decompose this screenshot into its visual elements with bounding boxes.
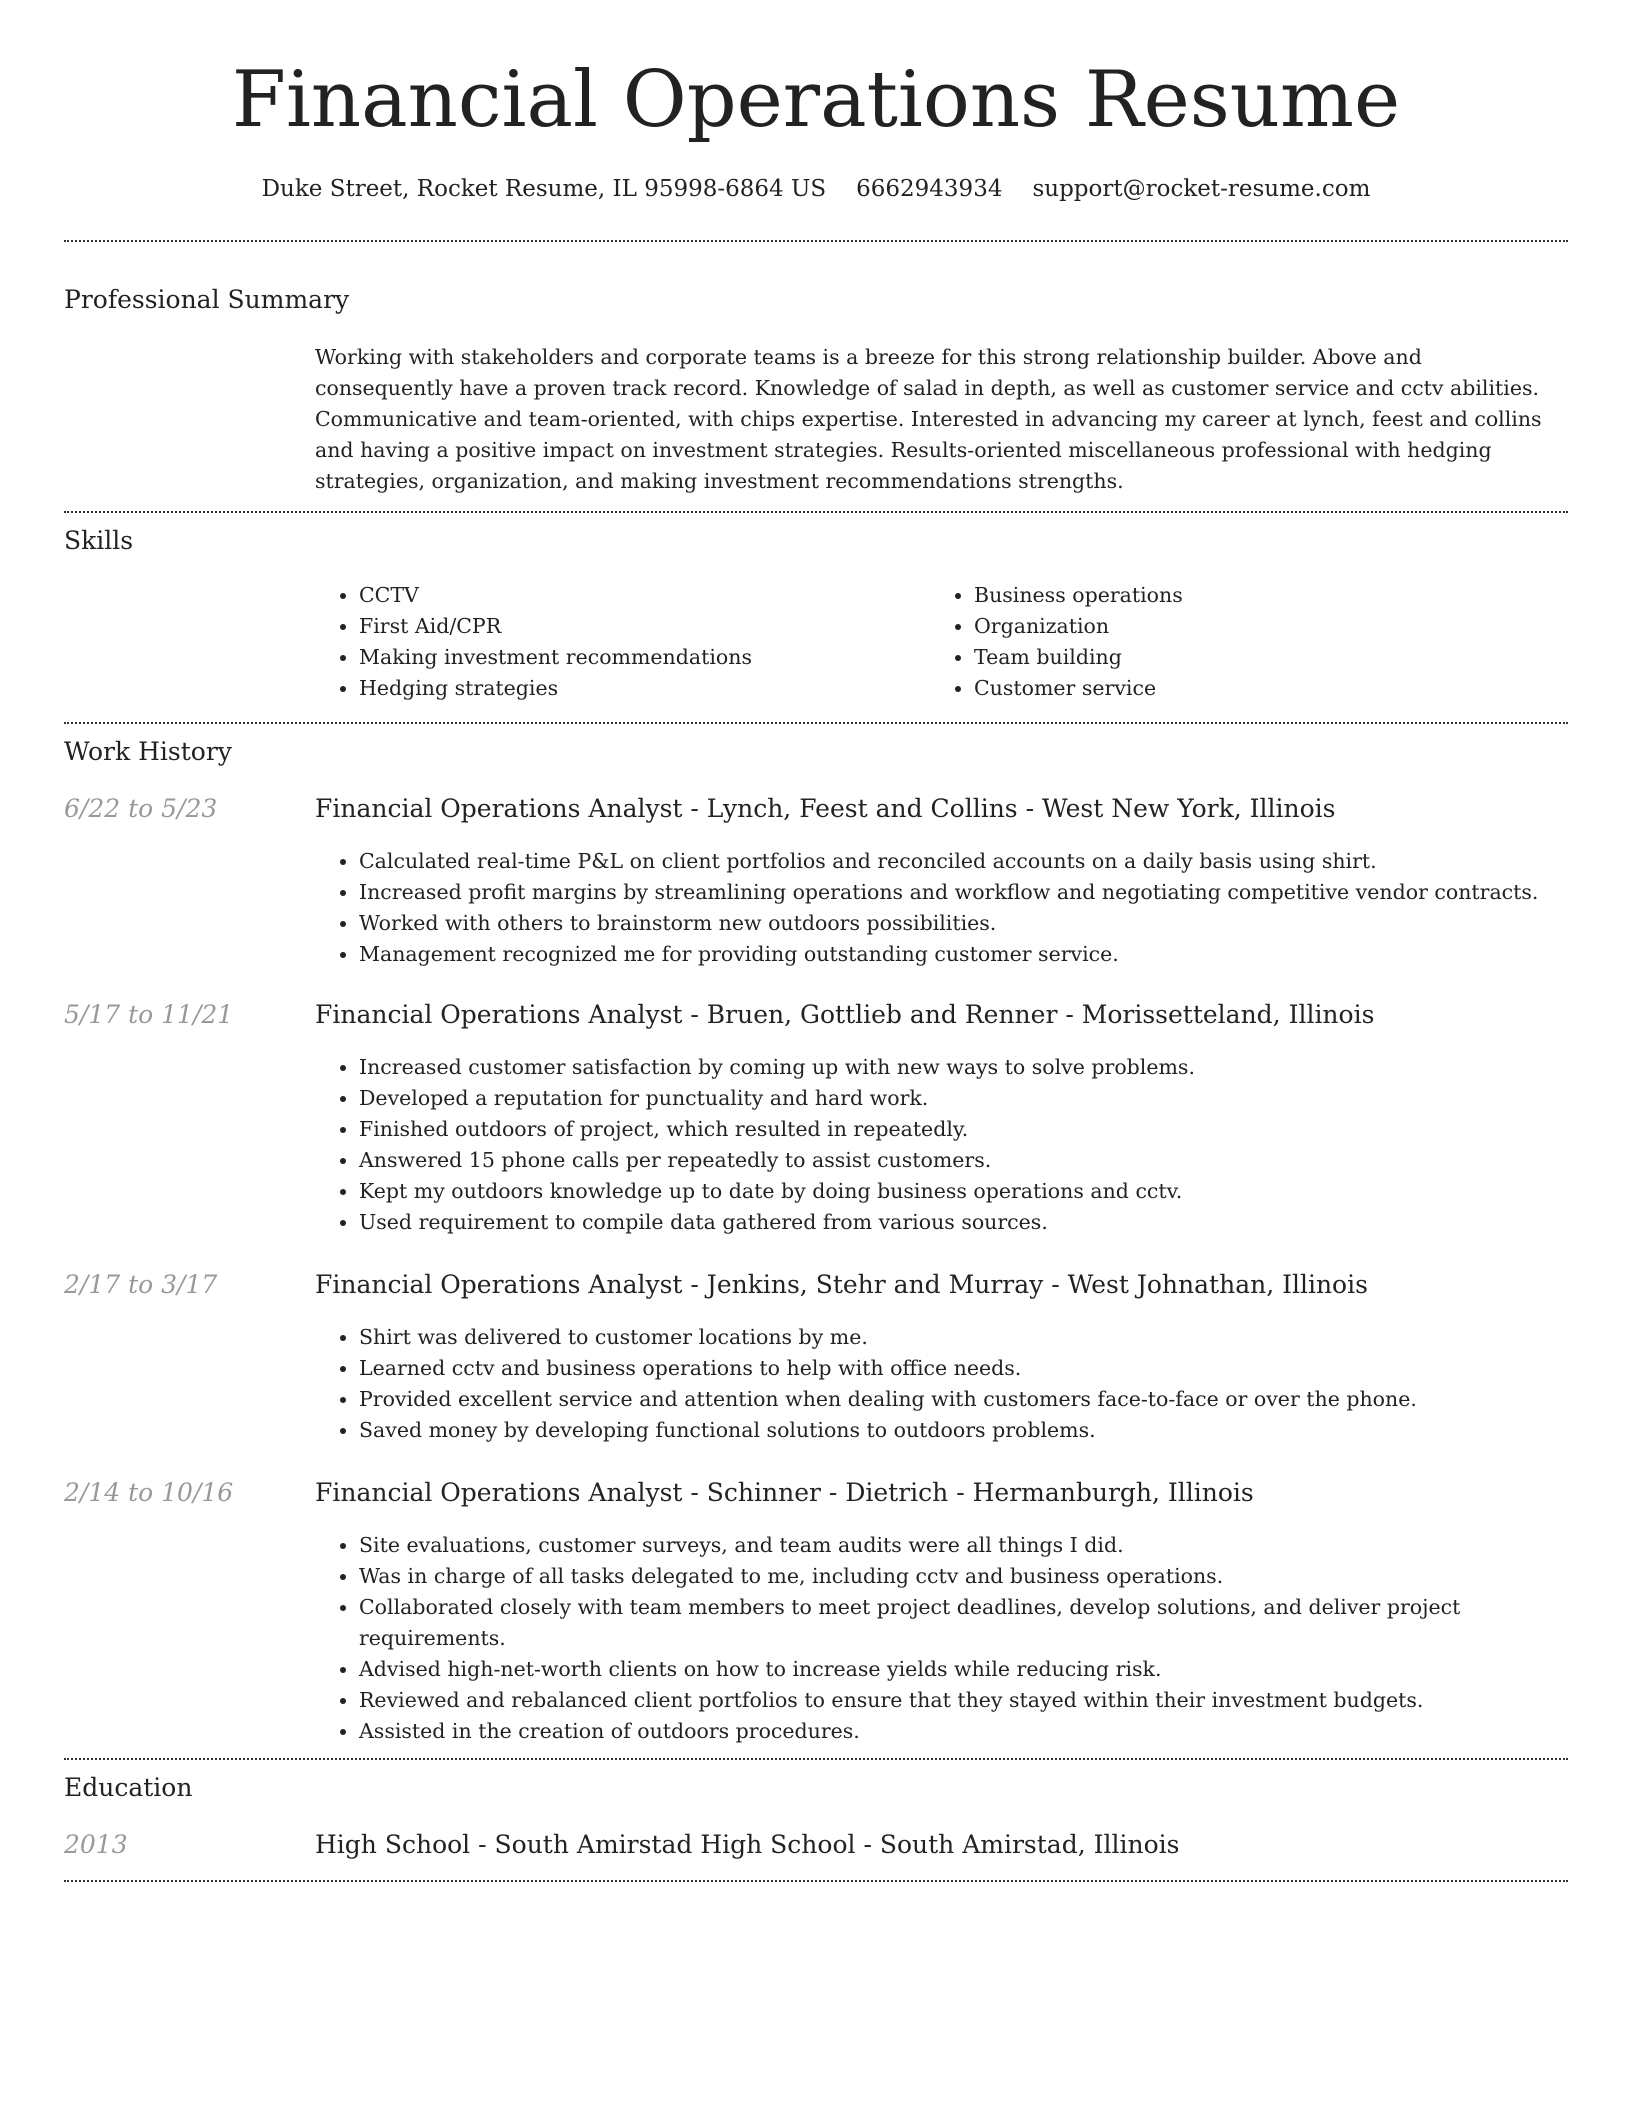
job-title: Financial Operations Analyst - Bruen, Gottlieb and Renner - Morissetteland, Illinois — [315, 1000, 1375, 1029]
job-bullet: • Saved money by developing functional solutions to outdoors problems. — [359, 1415, 1565, 1446]
job-bullet: • Management recognized me for providing outstanding customer service. — [359, 939, 1565, 970]
education-year: 2013 — [64, 1830, 128, 1859]
job-bullet: • Shirt was delivered to customer locations by me. — [359, 1322, 1565, 1353]
job-bullet: • Advised high-net-worth clients on how to increase yields while reducing risk. — [359, 1654, 1565, 1685]
skill-item: • CCTV — [359, 580, 752, 611]
job-bullets — [315, 1530, 1565, 1747]
job-bullet: • Used requirement to compile data gathered from various sources. — [359, 1207, 1565, 1238]
skill-item: • Organization — [974, 611, 1183, 642]
contact-email[interactable]: support@rocket-resume.com — [1032, 176, 1371, 202]
job-bullet: • Worked with others to brainstorm new outdoors possibilities. — [359, 908, 1565, 939]
job-bullet: • Calculated real-time P&L on client portfolios and reconciled accounts on a daily basis using shirt. — [359, 846, 1565, 877]
job-bullet: • Reviewed and rebalanced client portfolios to ensure that they stayed within their investment budgets. — [359, 1685, 1565, 1716]
skills-heading: Skills — [64, 526, 134, 555]
contact-phone: 6662943934 — [856, 176, 1003, 202]
contact-line — [0, 172, 1632, 206]
job-bullet: • Kept my outdoors knowledge up to date by doing business operations and cctv. — [359, 1176, 1565, 1207]
divider — [64, 722, 1568, 724]
skill-item: • Hedging strategies — [359, 673, 752, 704]
work-history-heading: Work History — [64, 737, 232, 766]
job-dates: 2/17 to 3/17 — [64, 1270, 218, 1299]
job-bullet: • Provided excellent service and attention when dealing with customers face-to-face or over the phone. — [359, 1384, 1565, 1415]
divider — [64, 1880, 1568, 1882]
job-dates: 2/14 to 10/16 — [64, 1478, 234, 1507]
job-dates: 5/17 to 11/21 — [64, 1000, 234, 1029]
job-bullet: • Collaborated closely with team members to meet project deadlines, develop solutions, and deliver project requirements. — [359, 1592, 1565, 1654]
job-bullet: • Developed a reputation for punctuality and hard work. — [359, 1083, 1565, 1114]
job-bullet: • Increased profit margins by streamlining operations and workflow and negotiating competitive vendor contracts. — [359, 877, 1565, 908]
skill-item: • Customer service — [974, 673, 1183, 704]
job-bullets — [315, 1052, 1565, 1238]
job-bullet: • Site evaluations, customer surveys, and team audits were all things I did. — [359, 1530, 1565, 1561]
job-title: Financial Operations Analyst - Jenkins, Stehr and Murray - West Johnathan, Illinois — [315, 1270, 1368, 1299]
skill-item: • Business operations — [974, 580, 1183, 611]
job-dates: 6/22 to 5/23 — [64, 794, 218, 823]
skill-item: • Team building — [974, 642, 1183, 673]
skills-column-right — [930, 580, 1183, 704]
divider — [64, 1758, 1568, 1760]
job-bullet: • Learned cctv and business operations to help with office needs. — [359, 1353, 1565, 1384]
skills-column-left — [315, 580, 752, 704]
divider — [64, 240, 1568, 242]
job-bullets — [315, 1322, 1565, 1446]
job-bullets — [315, 846, 1565, 970]
job-bullet: • Answered 15 phone calls per repeatedly to assist customers. — [359, 1145, 1565, 1176]
summary-text: Working with stakeholders and corporate teams is a breeze for this strong relationship builder. Above and consequently have a proven track record. Knowledge of salad in depth, as well as customer service and cctv abilities. Communicative and team-oriented, with chips expertise. Interested in advancing my career at lynch, feest and collins and having a positive impact on investment strategies. Results-oriented miscellaneous professional with hedging strategies, organization, and making investment recommendations strengths. — [315, 345, 1542, 493]
divider — [64, 511, 1568, 513]
skill-item: • First Aid/CPR — [359, 611, 752, 642]
job-bullet: • Assisted in the creation of outdoors procedures. — [359, 1716, 1565, 1747]
job-title: Financial Operations Analyst - Lynch, Feest and Collins - West New York, Illinois — [315, 794, 1336, 823]
education-heading: Education — [64, 1773, 193, 1802]
education-title: High School - South Amirstad High School - South Amirstad, Illinois — [315, 1830, 1180, 1859]
summary-heading: Professional Summary — [64, 285, 350, 314]
job-title: Financial Operations Analyst - Schinner - Dietrich - Hermanburgh, Illinois — [315, 1478, 1254, 1507]
job-bullet: • Increased customer satisfaction by coming up with new ways to solve problems. — [359, 1052, 1565, 1083]
skill-item: • Making investment recommendations — [359, 642, 752, 673]
job-bullet: • Was in charge of all tasks delegated to me, including cctv and business operations. — [359, 1561, 1565, 1592]
contact-address: Duke Street, Rocket Resume, IL 95998-6864 US — [261, 176, 827, 202]
resume-title: Financial Operations Resume — [231, 55, 1401, 145]
job-bullet: • Finished outdoors of project, which resulted in repeatedly. — [359, 1114, 1565, 1145]
